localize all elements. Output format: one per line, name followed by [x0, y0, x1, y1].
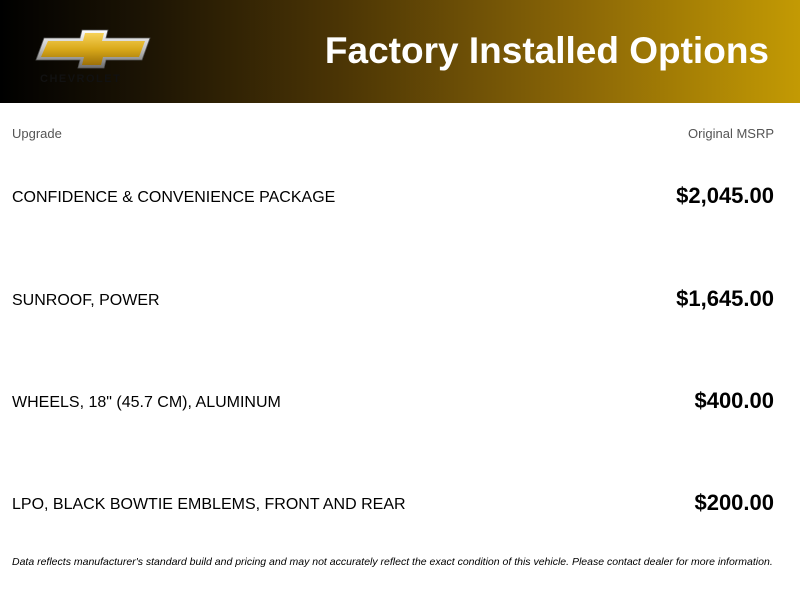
logo-wordmark: CHEVROLET	[40, 73, 122, 85]
column-header-msrp: Original MSRP	[688, 126, 774, 141]
option-row	[0, 286, 800, 316]
option-name: CONFIDENCE & CONVENIENCE PACKAGE	[12, 189, 336, 206]
option-name: WHEELS, 18" (45.7 CM), ALUMINUM	[12, 394, 281, 411]
option-name: LPO, BLACK BOWTIE EMBLEMS, FRONT AND REAR	[12, 496, 406, 513]
option-row	[0, 183, 800, 213]
option-price: $200.00	[694, 490, 774, 515]
option-row	[0, 388, 800, 418]
option-price: $400.00	[694, 388, 774, 413]
option-price: $1,645.00	[676, 286, 774, 311]
header-banner	[0, 0, 800, 103]
disclaimer-text: Data reflects manufacturer's standard build and pricing and may not accurately reflect the exact condition of this vehicle. Please contact dealer for more information.	[12, 556, 773, 568]
option-row	[0, 490, 800, 520]
column-header-upgrade: Upgrade	[12, 126, 62, 141]
page-title: Factory Installed Options	[324, 30, 769, 71]
option-name: SUNROOF, POWER	[12, 292, 160, 309]
option-price: $2,045.00	[676, 183, 774, 208]
